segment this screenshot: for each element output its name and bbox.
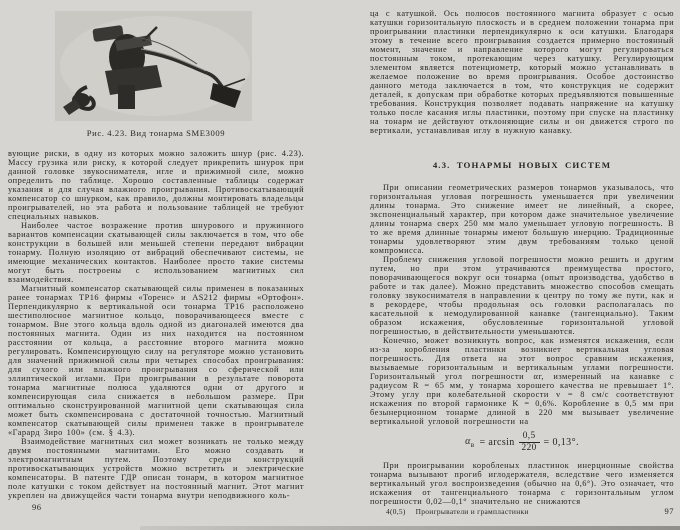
formula-result: = 0,13°. — [543, 436, 579, 448]
formula-symbol: $\alpha_в$ — [465, 435, 475, 449]
section-heading: 4.3. ТОНАРМЫ НОВЫХ СИСТЕМ — [432, 160, 612, 170]
paragraph: Взаимодействие магнитных сил может возникать не только между двумя постоянными магнитами. Его можно создавать и электромагнитным путем. Поэтому среди конструкций противоскатывающих устройств можно встретить и электрические компенсаторы. В патенте ГДР описан тонарм, в котором магнитное поле катушки с током действует на постоянный магнит. Этот магнит укреплен на движущейся части тонарма внутри неподвижного коль- — [8, 437, 304, 500]
figure-caption: Рис. 4.23. Вид тонарма SME3009 — [86, 128, 226, 138]
footer-signature: 4(0,5) — [386, 507, 406, 516]
scan-edge-shadow — [140, 526, 680, 530]
paragraph: При описании геометрических размеров тонармов указывалось, что горизонтальная угловая погрешность уменьшается при увеличении длины тонарма. Это снижение имеет не линейный, а скорее, экспоненциальный характер, при котором даже значительное увеличение длины тонарма сверх 250 мм мало уменьшает угловую погрешность. В то же время длинные тонармы имеют большую инерцию. Традиционные тонармы удовлетворяют этим двум требованиям только ценой компромисса. — [370, 183, 674, 255]
fraction-denominator: 220 — [521, 442, 537, 453]
formula-subscript: в — [470, 440, 475, 449]
figure-tonearm-photo — [55, 11, 252, 121]
tonearm-photo-illustration — [55, 11, 252, 121]
formula-operator: = arcsin — [479, 436, 515, 448]
right-page-closing — [370, 461, 674, 506]
right-page-text — [370, 183, 674, 426]
paragraph: Конечно, может возникнуть вопрос, как изменятся искажения, если из-за коробления пластинки возникнет вертикальная угловая погрешность. Для ответа на этот вопрос сравним искажения, вызываемые горизонтальным и вертикальным углами погрешности. Горизонтальный угол погрешности αг, измеренный на канавке с радиусом R = 65 мм, у тонарма хорошего качества не превышает 1°. Этому углу при колебательной скорости v = 8 см/с соответствуют искажения по второй гармонике K = 0,6%. Коробление в 0,5 мм при безынерционном тонарме длиной в 220 мм вызывает увеличение вертикальной угловой погрешности на — [370, 336, 674, 426]
formula-fraction — [519, 431, 540, 454]
page-number-left: 96 — [32, 502, 42, 512]
fraction-numerator: 0,5 — [519, 431, 540, 443]
formula — [370, 424, 674, 460]
left-page-text — [8, 149, 304, 500]
footer-title: Проигрыватели и грампластинки — [415, 507, 529, 516]
paragraph: ца с катушкой. Ось полюсов постоянного магнита образует с осью катушки горизонтальную плоскость и в среднем положении тонарма при проигрывании пластинки перпендикулярно к оси катушки. Благодаря этому в течение всего проигрывания создается примерно постоянный момент, значение и направление которого могут регулироваться постоянным током, протекающим через катушку. Регулирующим элементом является потенциометр, который можно устанавливать в желаемое положение во время проигрывания. Особое достоинство данного метода заключается в том, что конструкция не содержит деталей, к допускам при обработке которых предъявляются повышенные требования. Конструкция позволяет подавать напряжение на катушку только после касания иглы пластинки, поэтому при спуске на пластинку на тонарм не действуют отклоняющие силы и он движется строго по вертикали, устанавливая иглу в нужную канавку. — [370, 9, 674, 135]
right-page-intro — [370, 9, 674, 135]
paragraph: Наиболее частое возражение против шнурового и пружинного вариантов компенсации скатывающей силы заключается в том, что обе конструкции в большей или меньшей степени передают вибрации тонарму. Полную изоляцию от вибраций обеспечивают системы, не имеющие механических контактов. Наиболее просто такие системы могут быть построены с использованием магнитных сил взаимодействия. — [8, 221, 304, 284]
page-number-right: 97 — [664, 506, 674, 516]
paragraph: Проблему снижения угловой погрешности можно решить и другим путем, но при этом утрачиваются преимущества простого, поворачивающегося вокруг оси тонарма (опыт производства, удобство в работе и так далее). Можно представить множество способов смещать головку звукоснимателя в направлении к центру по тому же пути, как и в рекордере, чтобы продольная ось головки располагалась по касательной к немодулированной канавке (тангенциально). Таким образом искажения, обусловленные горизонтальной угловой погрешностью, в действительности уменьшаются. — [370, 255, 674, 336]
paragraph: При проигрывании коробленых пластинок инерционные свойства тонарма вызывают прогиб иглодержателя, вследствие чего изменяется вертикальный угол воспроизведения (обычно на 0,6°). Это означает, что искажения от тангенциального тонарма с горизонтальным углом погрешности 0,02—0,1° значительно не снижаются — [370, 461, 674, 506]
paragraph: вующие риски, в одну из которых можно заложить шнур (рис. 4.23). Массу грузика или риску, к которой следует прикрепить шнурок при данной головке звукоснимателя, игле и прижимной силе, можно определить по таблице. Хорошо составленные таблицы содержат указания и для случая влажного проигрывания. Противоскатывающий компенсатор со шнурком, как правило, должны монтировать владельцы проигрывателей, но эта работа и пользование таблицей не требуют специальных навыков. — [8, 149, 304, 221]
right-page-footer — [386, 506, 674, 516]
paragraph: Магнитный компенсатор скатывающей силы применен в показанных ранее тонармах ТР16 фирмы «Торенс» и AS212 фирмы «Ортофон». Перпендикулярно к вертикальной оси тонарма ТР16 расположено шестиполюсное магнитное кольцо, поворачивающееся вместе с тонармом. Вне этого кольца вдоль одной из диагоналей имеются два постоянных магнита. Один из них находится на постоянном расстоянии от кольца, а расстояние второго магнита можно регулировать. Компенсирующую силу на регуляторе можно установить для значений прижимной силы при четырех способах проигрывания: для сухого или влажного проигрывания со сферической или эллиптической иглами. При проигрывании в результате поворота тонарма магнитные полюса удаляются одни от другого и компенсирующая сила снижается в небольшом размере. При оптимально сконструированной магнитной цепи скатывающая сила может быть скомпенсирована с достаточной точностью. Магнитный компенсатор скатывающей силы применен также в проигрывателе «Гарард Зиро 100» (см. § 4.3). — [8, 284, 304, 437]
